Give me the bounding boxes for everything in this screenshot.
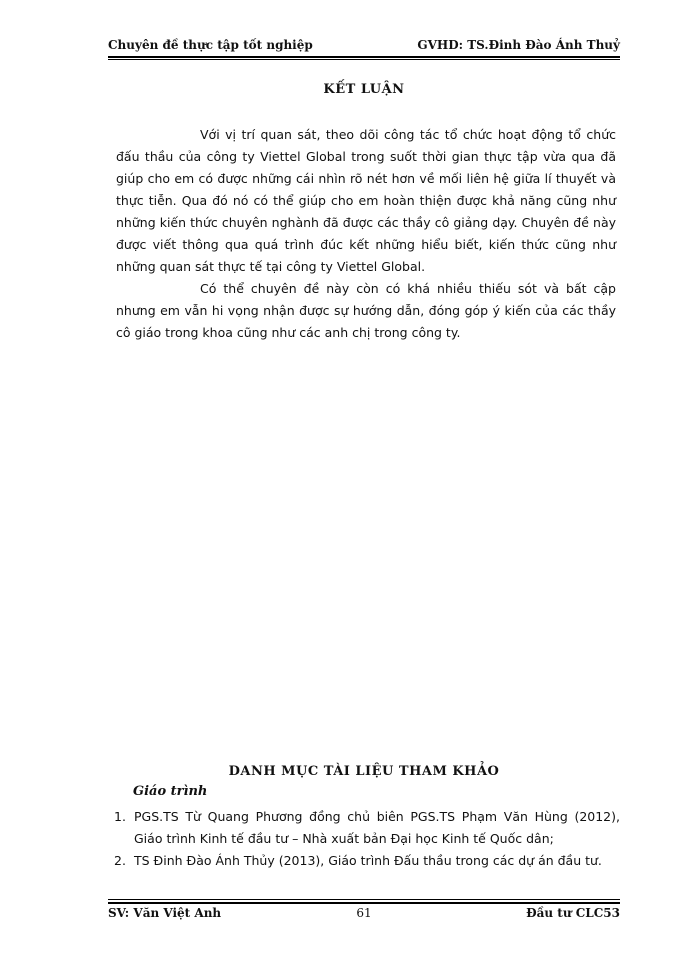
conclusion-paragraph-2: Có thể chuyên đề này còn có khá nhiều thiếu sót và bất cập nhưng em vẫn hi vọng nhận được sự hướng dẫn, đóng góp ý kiến của các thầy cô giáo trong khoa cũng như các anh chị trong công ty. <box>116 281 616 340</box>
header-rule <box>108 56 620 58</box>
conclusion-title: KẾT LUẬN <box>323 82 405 97</box>
footer-class: Đầu tư CLC53 <box>526 906 620 920</box>
reference-text: PGS.TS Từ Quang Phương đồng chủ biên PGS.TS Phạm Văn Hùng (2012), Giáo trình Kinh tế đầu tư – Nhà xuất bản Đại học Kinh tế Quốc dân; <box>134 809 620 846</box>
header-course-title: Chuyên đề thực tập tốt nghiệp <box>108 38 313 52</box>
header-supervisor: GVHD: TS.Đinh Đào Ánh Thuỷ <box>417 38 620 52</box>
page-footer <box>108 906 620 926</box>
references-title: DANH MỤC TÀI LIỆU THAM KHẢO <box>228 764 500 779</box>
reference-item <box>114 806 620 850</box>
header-rule-thin <box>108 59 620 60</box>
footer-rule <box>108 902 620 904</box>
conclusion-body <box>116 124 616 344</box>
references-subtitle: Giáo trình <box>133 784 208 799</box>
reference-number: 1. <box>114 809 126 824</box>
reference-text: TS Đinh Đào Ánh Thủy (2013), Giáo trình Đấu thầu trong các dự án đầu tư. <box>134 853 602 868</box>
reference-item <box>114 850 620 872</box>
footer-rule-thin <box>108 899 620 900</box>
page-number: 61 <box>356 906 372 920</box>
references-list <box>114 806 620 872</box>
conclusion-paragraph-1: Với vị trí quan sát, theo dõi công tác tổ chức hoạt động tổ chức đấu thầu của công ty Viettel Global trong suốt thời gian thực tập vừa qua đã giúp cho em có được những cái nhìn rõ nét hơn về mối liên hệ giữa lí thuyết và thực tiễn. Qua đó nó có thể giúp cho em hoàn thiện được khả năng cũng như những kiến thức chuyên nghành đã được các thầy cô giảng dạy. Chuyên đề này được viết thông qua quá trình đúc kết những hiểu biết, kiến thức cũng như những quan sát thực tế tại công ty Viettel Global. <box>116 127 616 274</box>
reference-number: 2. <box>114 853 126 868</box>
footer-student: SV: Văn Việt Anh <box>108 906 222 920</box>
